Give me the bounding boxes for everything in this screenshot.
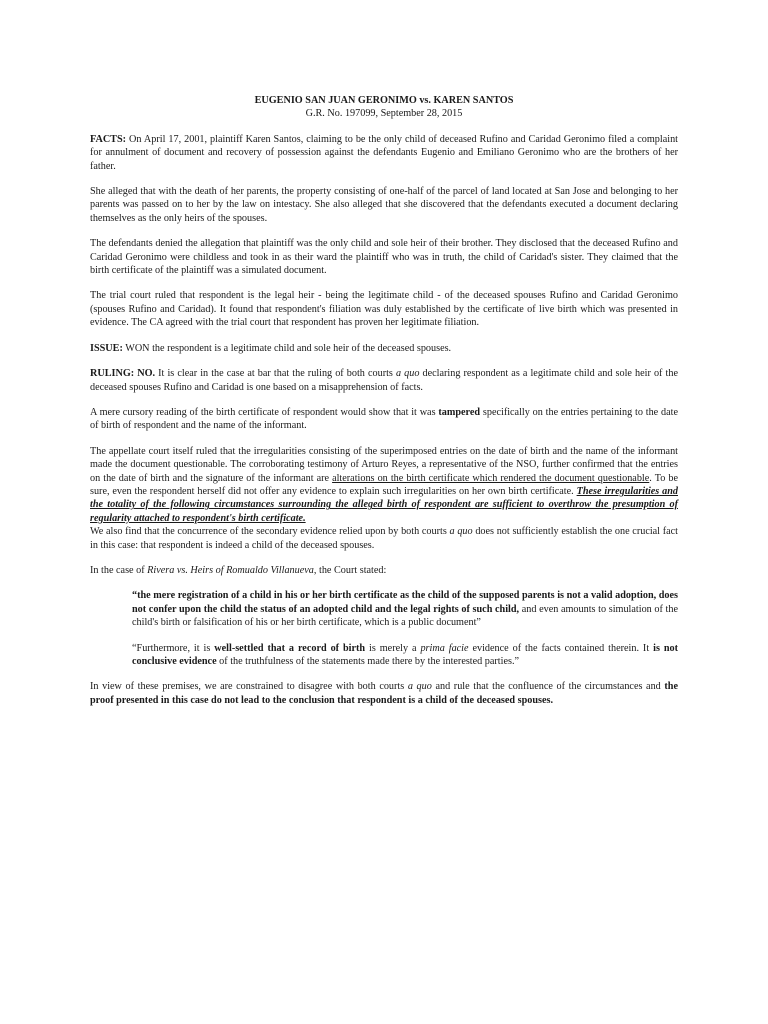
facts-text-1: On April 17, 2001, plaintiff Karen Santos, claiming to be the only child of deceased Rufino and Caridad Geronimo filed a complaint for annulment of document and recovery of possession against the defendants Eugenio and Emiliano Geronimo who are the brothers of her father. xyxy=(90,133,678,172)
ruling-paragraph-3 xyxy=(90,445,678,525)
block-quote-2 xyxy=(132,642,678,669)
case-reference-italic: Rivera vs. Heirs of Romualdo Villanueva xyxy=(147,564,314,576)
block-quote-1 xyxy=(132,589,678,629)
case-title: EUGENIO SAN JUAN GERONIMO vs. KAREN SANTOS xyxy=(254,95,514,106)
quote-2d: of the truthfulness of the statements made there by the interested parties.” xyxy=(216,656,520,667)
ruling-text-4a: We also find that the concurrence of the secondary evidence relied upon by both courts xyxy=(90,526,450,538)
ruling-paragraph-2 xyxy=(90,406,678,433)
facts-paragraph-1 xyxy=(90,133,678,173)
ruling-text-2-bold: tampered xyxy=(438,406,481,418)
ruling-text-4-italic: a quo xyxy=(449,526,473,538)
facts-paragraph-2: She alleged that with the death of her parents, the property consisting of one-half of the parcel of land located at San Jose and belonging to her parents was passed on to her by the law on intestacy. She also alleged that she discovered that the defendants executed a document declaring themselves as the only heirs of the spouses. xyxy=(90,186,678,224)
quote-2c: evidence of the facts contained therein. It xyxy=(468,642,654,654)
ruling-paragraph-4 xyxy=(90,525,678,552)
quote-2-bold-2: is not conclusive evidence xyxy=(132,642,678,667)
ruling-paragraph-1 xyxy=(90,367,678,394)
issue-label: ISSUE: xyxy=(90,342,123,354)
ruling-text-5a: In the case of xyxy=(90,564,148,576)
ruling-text-3a: The appellate court itself ruled that the irregularities consisting of the superimposed entries on the date of birth and the name of the informant made the document questionable. The corroborating testimony of Arturo Reyes, a representative of the NSO, further confirmed that the entries on the date of birth and the signature of the informant are xyxy=(90,445,678,484)
conclusion-text-b: and rule that the confluence of the circumstances and xyxy=(431,681,665,693)
ruling-label: RULING: NO. xyxy=(90,368,156,380)
quote-2a: “Furthermore, it is xyxy=(132,642,215,654)
conclusion-bold: the proof presented in this case do not lead to the conclusion that respondent is a child of the deceased spouses. xyxy=(90,681,678,706)
conclusion-text-a: In view of these premises, we are constrained to disagree with both courts xyxy=(90,681,408,693)
ruling-text-1b: declaring respondent as a legitimate child and sole heir of the deceased spouses Rufino and Caridad is one based on a misapprehension of facts. xyxy=(90,368,678,393)
quote-1-bold: “the mere registration of a child in his or her birth certificate as the child of the supposed parents is not a valid adoption, does not confer upon the child the status of an adopted child and the legal rights of such child, xyxy=(132,590,678,615)
document-page xyxy=(90,94,678,719)
case-citation: G.R. No. 197099, September 28, 2015 xyxy=(305,108,463,120)
facts-paragraph-4: The trial court ruled that respondent is the legal heir - being the legitimate child - of the deceased spouses Rufino and Caridad Geronimo (spouses Rufino and Caridad). It found that respondent's filiation was duly established by the certificate of live birth which was presented in evidence. The CA agreed with the trial court that respondent has proven her legitimate filiation. xyxy=(90,290,678,329)
ruling-text-2b: specifically on the entries pertaining to the date of birth of respondent and the name of the informant. xyxy=(90,406,678,432)
conclusion-italic: a quo xyxy=(407,681,432,693)
ruling-paragraph-5 xyxy=(90,564,678,577)
ruling-text-1-italic: a quo xyxy=(395,368,420,380)
ruling-text-3-underline: alterations on the birth certificate which rendered the document questionable xyxy=(332,472,650,484)
conclusion-paragraph xyxy=(90,680,678,707)
facts-label: FACTS: xyxy=(90,133,127,145)
quote-2-bold-1: well-settled that a record of birth xyxy=(214,642,366,654)
ruling-text-2a: A mere cursory reading of the birth certificate of respondent would show that it was xyxy=(90,406,439,418)
quote-2b: is merely a xyxy=(365,642,421,654)
ruling-text-3b: . To be sure, even the respondent herself did not offer any evidence to explain such irregularities on her own birth certificate. xyxy=(90,472,678,497)
ruling-text-4b: does not sufficiently establish the one crucial fact in this case: that respondent is indeed a child of the deceased spouses. xyxy=(90,526,678,551)
ruling-text-3-emphasis: These irregularities and the totality of the following circumstances surrounding the alleged birth of respondent are sufficient to overthrow the presumption of regularity attached to respondent's birth certificate. xyxy=(90,485,678,524)
issue-text: WON the respondent is a legitimate child and sole heir of the deceased spouses. xyxy=(122,342,452,354)
facts-paragraph-3: The defendants denied the allegation that plaintiff was the only child and sole heir of their brother. They disclosed that the deceased Rufino and Caridad Geronimo were childless and took in as their ward the plaintiff who was in truth, the child of Caridad's sister. They claimed that the birth certificate of the plaintiff was a simulated document. xyxy=(90,238,678,277)
ruling-text-5b: , the Court stated: xyxy=(313,564,387,576)
quote-2-italic: prima facie xyxy=(420,642,469,654)
quote-1-rest: and even amounts to simulation of the child's birth or falsification of his or her birth certificate, which is a public document” xyxy=(132,603,678,629)
ruling-text-1a: It is clear in the case at bar that the ruling of both courts xyxy=(155,368,396,380)
issue-paragraph xyxy=(90,342,678,355)
